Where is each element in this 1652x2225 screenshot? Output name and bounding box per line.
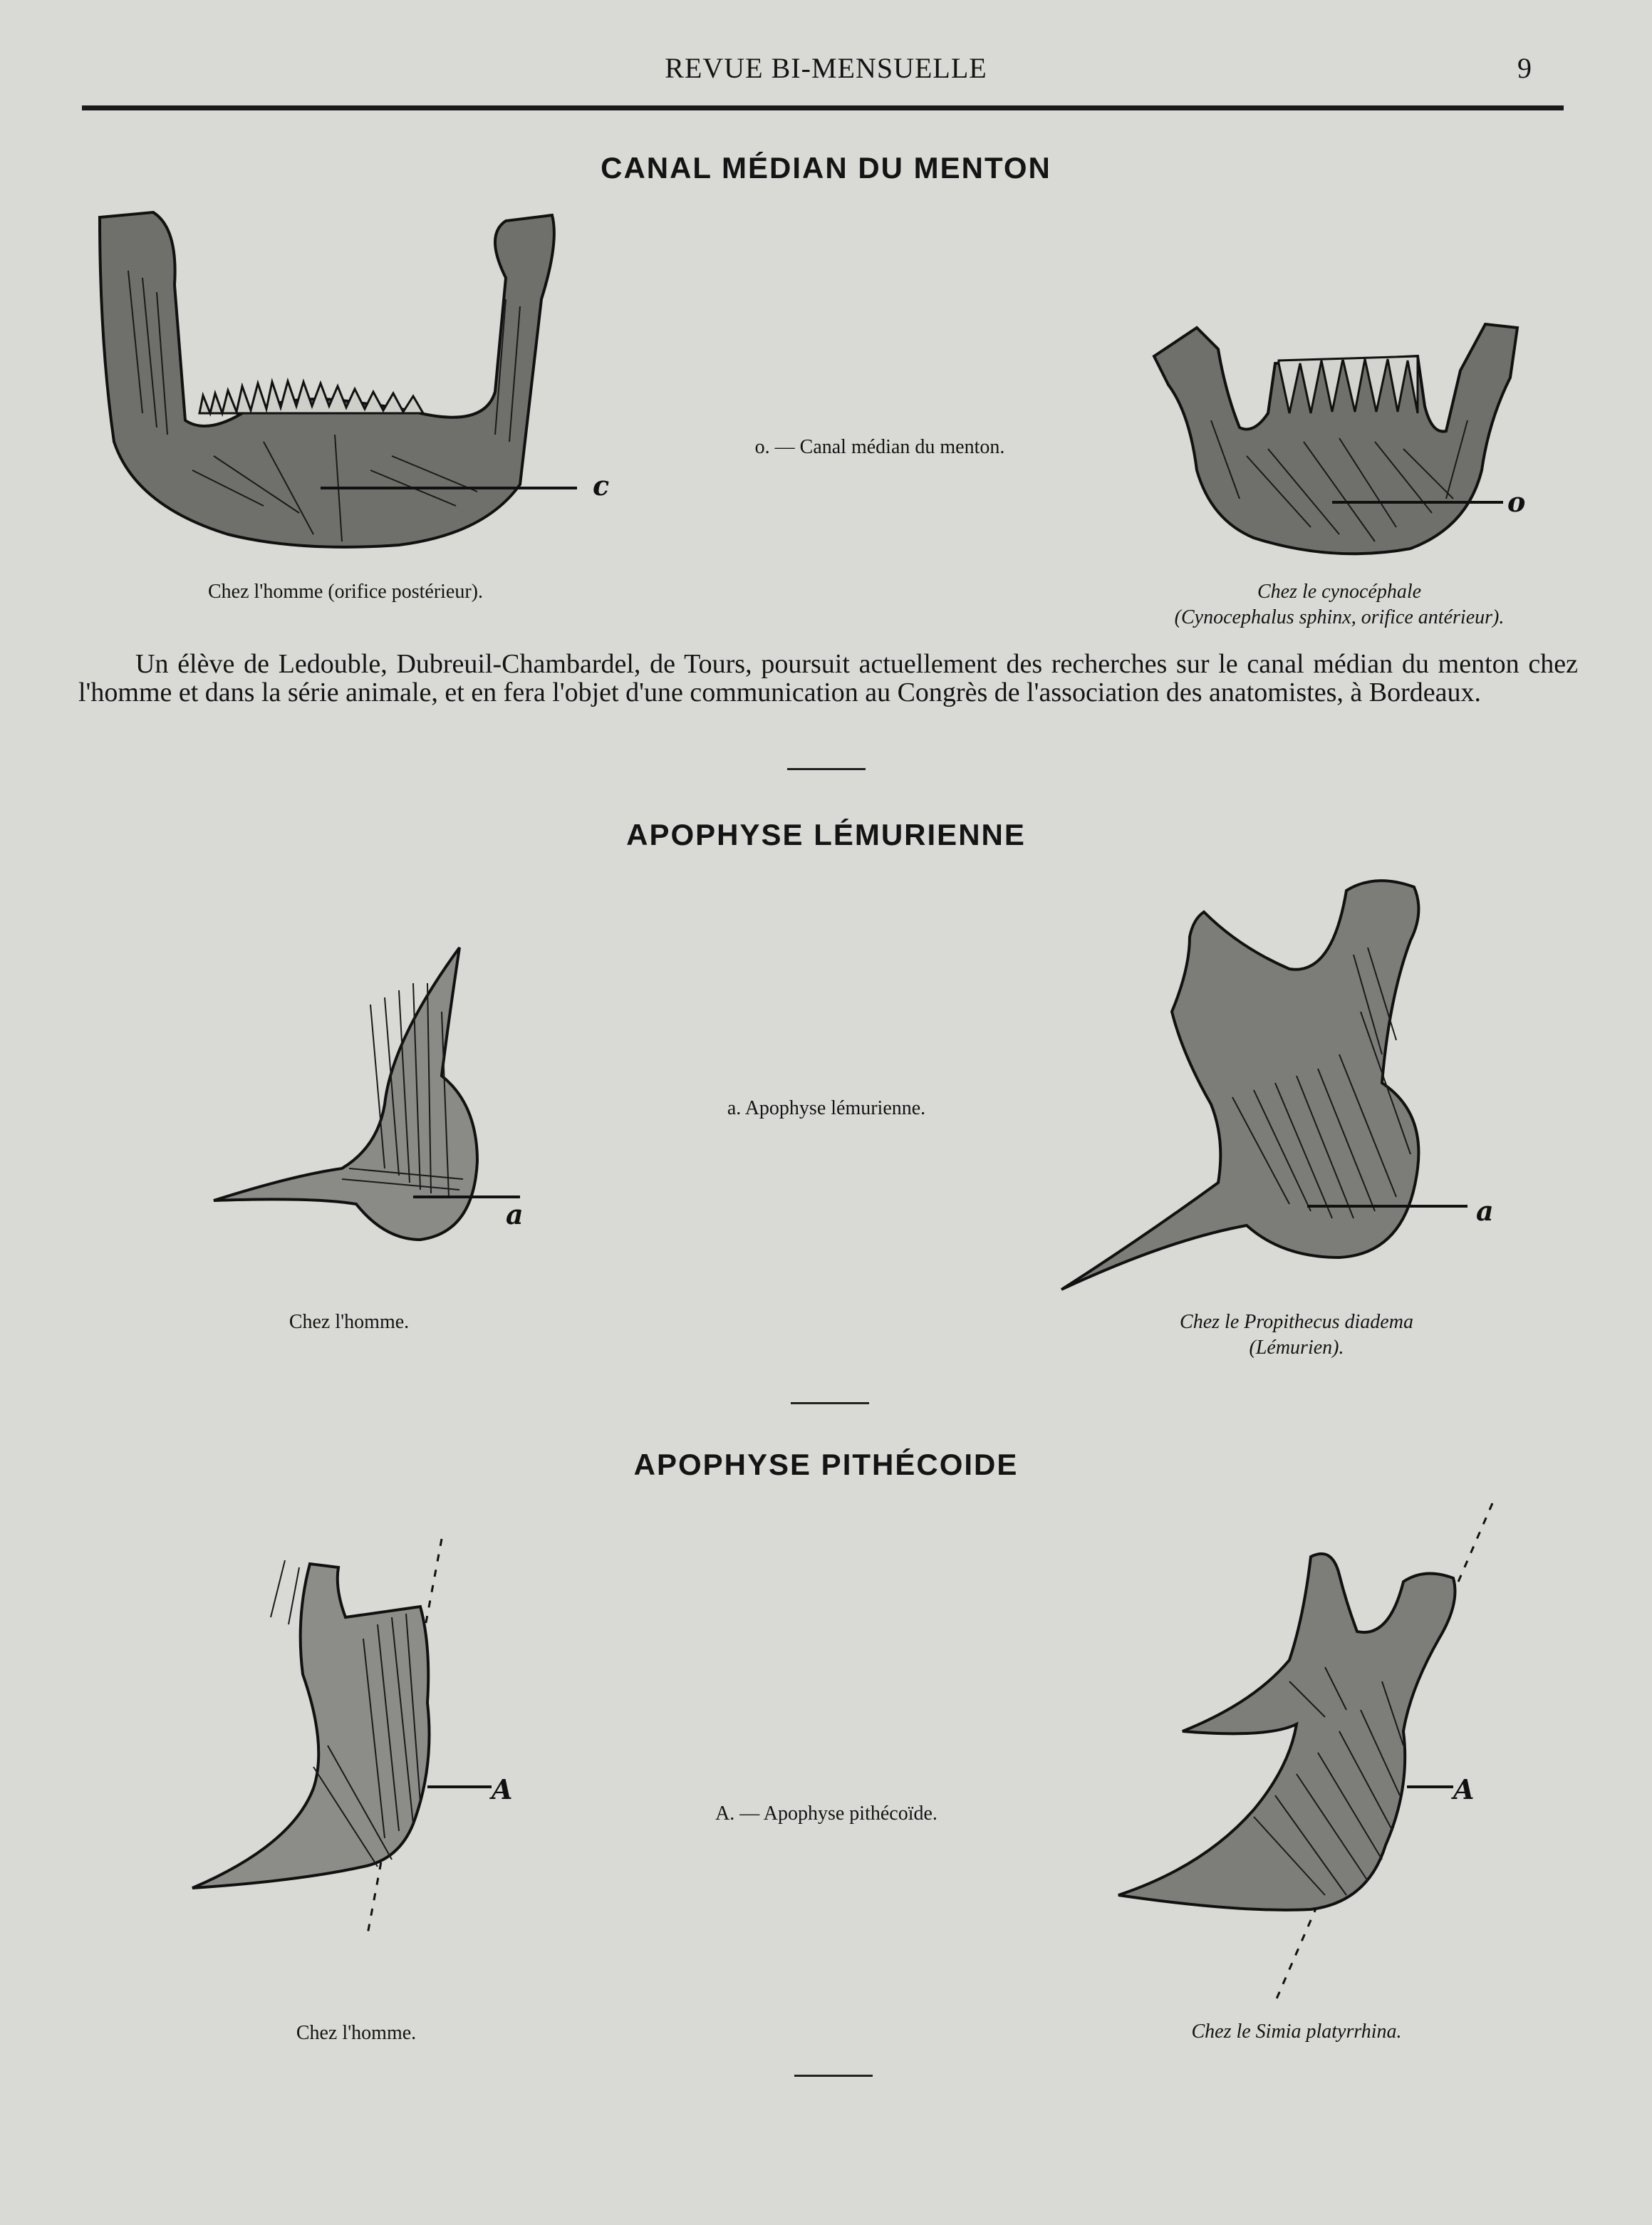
mandible-body (100, 212, 554, 547)
figure-cynocephalus-mandible (1147, 313, 1546, 570)
figure-label-A-right: A (1453, 1773, 1475, 1805)
mandible-teeth (199, 381, 423, 413)
section-separator (787, 768, 866, 770)
figure-human-mandible (85, 199, 620, 570)
section-title-apophyse-pithecoide: APOPHYSE PITHÉCOIDE (633, 1448, 1019, 1481)
human-pithecoid-ramus (192, 1564, 430, 1888)
caption-cynocephalus-sphinx: (Cynocephalus sphinx, orifice antérieur). (1174, 606, 1505, 628)
section-title-apophyse-lemurienne: APOPHYSE LÉMURIENNE (626, 818, 1026, 851)
caption-human-pithecoid: Chez l'homme. (296, 2022, 417, 2044)
caption-propithecus: Chez le Propithecus diadema (1180, 1311, 1413, 1333)
header-rule (82, 105, 1564, 110)
body-paragraph: Un élève de Ledouble, Dubreuil-Chambardel, de Tours, poursuit actuellement des recherches sur le canal médian du menton chez l'homme et dans la série animale, et en fera l'objet d'une communication au Congrès de l'association des anatomistes, à Bordeaux. (78, 649, 1578, 707)
figure-label-a-left: a (506, 1198, 524, 1230)
section-title-canal-median: CANAL MÉDIAN DU MENTON (601, 151, 1051, 185)
section-separator-2 (791, 1402, 869, 1404)
caption-simia-platyrrhina: Chez le Simia platyrrhina. (1191, 2021, 1402, 2043)
caption-human-lemurian: Chez l'homme. (289, 1311, 410, 1333)
caption-human-posterior: Chez l'homme (orifice postérieur). (207, 581, 483, 603)
legend-apophyse-pithecoide: A. — Apophyse pithécoïde. (715, 1803, 937, 1825)
bottom-separator (794, 2075, 873, 2077)
legend-apophyse-lemurienne: a. Apophyse lémurienne. (727, 1097, 926, 1119)
figure-label-o: o (1507, 486, 1526, 518)
page-number: 9 (1517, 52, 1532, 84)
caption-cynocephale: Chez le cynocéphale (1257, 581, 1422, 603)
figure-label-c: c (593, 470, 610, 502)
caption-lemurien: (Lémurien). (1249, 1337, 1344, 1359)
running-header: REVUE BI-MENSUELLE (665, 52, 987, 84)
figure-human-lemurian (207, 933, 549, 1247)
figure-human-pithecoid (185, 1532, 556, 1945)
propithecus-mandible (1061, 881, 1418, 1290)
figure-propithecus (1054, 869, 1524, 1311)
figure-simia-platyrrhina (1111, 1496, 1539, 2009)
figure-label-A-left: A (492, 1773, 513, 1805)
legend-canal-median: o. — Canal médian du menton. (754, 436, 1005, 458)
figure-label-a-right: a (1476, 1195, 1494, 1227)
simia-ramus (1118, 1554, 1455, 1910)
